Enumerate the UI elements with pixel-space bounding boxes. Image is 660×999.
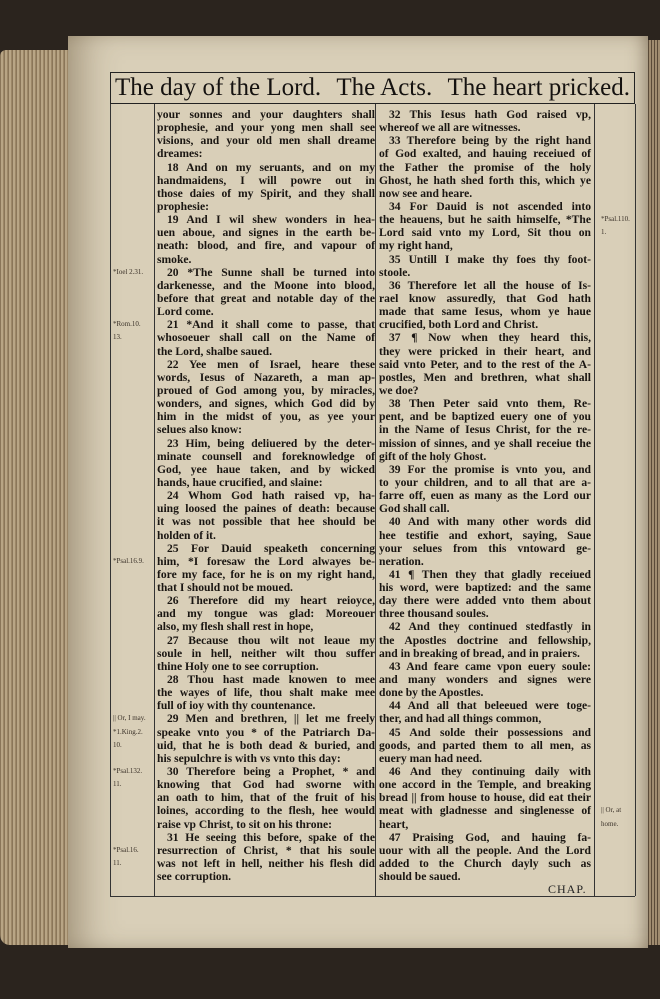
- line-text: done by the Apostles.: [379, 686, 484, 700]
- line-text: those daies of my Spirit, and they shall: [157, 186, 375, 200]
- line-text: knowing that God had sworne with: [157, 778, 375, 792]
- text-line: [379, 292, 591, 305]
- line-text: one accord in the Temple, and breaking: [379, 778, 591, 792]
- line-text: ther, and had all things common,: [379, 712, 542, 726]
- line-text: should be saued.: [379, 870, 461, 884]
- line-text: postles, Men and brethren, what shall: [379, 370, 591, 384]
- text-line: [379, 108, 591, 121]
- line-text: 46 And they continuing daily with: [389, 765, 591, 779]
- line-text: raise vp Christ, to sit on his throne:: [157, 817, 332, 831]
- line-text: day there were added vnto them about: [379, 594, 591, 608]
- line-text: 35 Untill I make thy foes thy foot-: [389, 252, 591, 266]
- margin-note: 13.: [113, 333, 122, 342]
- text-line: [379, 581, 591, 594]
- line-text: the Father the promise of the holy: [379, 160, 591, 174]
- text-line: [379, 804, 622, 818]
- text-line: [157, 108, 375, 121]
- line-text: God shall call.: [379, 502, 450, 516]
- line-text: 26 Therefore did my heart reioyce,: [167, 594, 375, 608]
- text-line: [157, 568, 375, 581]
- line-text: resurrection of Christ, * that his soule: [157, 843, 375, 857]
- catchword: CHAP.: [548, 882, 587, 896]
- text-line: [379, 647, 591, 660]
- line-text: and in breaking of bread, and in praiers.: [379, 646, 580, 660]
- text-line: [379, 200, 591, 213]
- margin-note: *Psal.132.: [113, 767, 143, 776]
- text-line: [379, 778, 591, 791]
- line-text: 42 And they continued stedfastly in: [389, 620, 591, 634]
- text-line: [157, 463, 375, 476]
- line-text: it was not possible that hee should be: [157, 515, 375, 529]
- line-text: now see and heare.: [379, 186, 473, 200]
- text-line: [379, 726, 591, 739]
- text-line: [157, 226, 375, 239]
- book-page-edges: [0, 50, 74, 945]
- text-line: [379, 752, 591, 765]
- line-text: meat with gladnesse and singlenesse of: [379, 804, 591, 818]
- line-text: 34 For Dauid is not ascended into: [389, 199, 591, 213]
- text-line: [157, 476, 375, 489]
- text-line: [379, 712, 591, 725]
- line-text: three thousand soules.: [379, 607, 489, 621]
- text-line: [157, 305, 375, 318]
- line-text: hands, haue crucified, and slaine:: [157, 475, 323, 489]
- text-line: [113, 765, 375, 779]
- text-line: [113, 265, 375, 279]
- line-text: smoke.: [157, 252, 192, 266]
- text-line: [157, 358, 375, 371]
- text-line: [157, 699, 375, 712]
- line-text: that I should not be moued.: [157, 581, 293, 595]
- text-line: [379, 213, 630, 227]
- text-line: [157, 292, 375, 305]
- text-line: [379, 239, 591, 252]
- line-text: and my tongue was glad: Moreouer: [157, 607, 375, 621]
- line-text: prophesie, and your yong men shall see: [157, 121, 375, 135]
- column-divider: [375, 104, 376, 896]
- line-text: stoole.: [379, 265, 411, 279]
- text-line: [379, 844, 591, 857]
- text-line: [379, 187, 591, 200]
- line-text: added to the Church dayly such as: [379, 857, 591, 871]
- line-text: 25 For Dauid speaketh concerning: [167, 541, 375, 555]
- line-text: was not left in hell, neither his flesh did: [157, 857, 375, 871]
- line-text: 39 For the promise is vnto you, and: [389, 462, 591, 476]
- right-column-rule: [594, 104, 595, 896]
- line-text: darkenesse, and the Moone into blood,: [157, 278, 375, 292]
- line-text: 19 And I wil shew wonders in hea-: [167, 213, 375, 227]
- text-line: [157, 161, 375, 174]
- left-column-rule: [154, 104, 155, 896]
- margin-note: 10.: [113, 740, 122, 749]
- line-text: full of ioy with thy countenance.: [157, 699, 316, 713]
- line-text: 21 *And it shall come to passe, that: [167, 318, 375, 332]
- line-text: uen aboue, and signes in the earth be-: [157, 226, 375, 240]
- text-line: [379, 147, 591, 160]
- line-text: visions, and your old men shall dreame: [157, 134, 375, 148]
- line-text: thine Holy one to see corruption.: [157, 659, 319, 673]
- line-text: 47 Praising God, and hauing fa-: [389, 830, 591, 844]
- line-text: bread || from house to house, did eat their: [379, 791, 591, 805]
- text-line: [379, 857, 591, 870]
- text-line: [157, 384, 375, 397]
- line-text: Lord come.: [157, 305, 214, 319]
- text-line: [379, 397, 591, 410]
- text-line: [113, 554, 375, 568]
- text-line: [113, 857, 375, 871]
- text-line: [157, 804, 375, 817]
- line-text: 32 This Iesus hath God raised vp,: [389, 108, 591, 121]
- text-line: [379, 660, 591, 673]
- line-text: words, Iesus of Nazareth, a man ap-: [157, 370, 375, 384]
- margin-note: *Psal.16.: [113, 845, 139, 854]
- line-text: in the Name of Iesus Christ, for the re-: [379, 423, 591, 437]
- line-text: 29 Men and brethren, || let me freely: [167, 712, 375, 726]
- text-line: [157, 502, 375, 515]
- line-text: his word, were baptized: and the same: [379, 581, 591, 595]
- margin-note: 1.: [601, 228, 607, 237]
- line-text: God, yee haue taken, and by wicked: [157, 462, 375, 476]
- margin-note: 11.: [113, 780, 122, 789]
- line-text: goods, and parted them to all men, as: [379, 738, 591, 752]
- line-text: 27 Because thou wilt not leaue my: [167, 633, 375, 647]
- text-line: [157, 279, 375, 292]
- line-text: gift of the holy Ghost.: [379, 449, 487, 463]
- text-line: [157, 200, 375, 213]
- line-text: 43 And feare came vpon euery soule:: [389, 659, 591, 673]
- line-text: your sonnes and your daughters shall: [157, 108, 375, 121]
- text-line: [379, 515, 591, 528]
- line-text: 28 Thou hast made knowen to mee: [167, 673, 375, 687]
- line-text: neration.: [379, 554, 424, 568]
- line-text: my right hand,: [379, 239, 453, 253]
- text-line: [157, 634, 375, 647]
- running-header: [110, 72, 635, 104]
- text-line: [379, 765, 591, 778]
- text-line: [379, 279, 591, 292]
- line-text: farre off, euen as many as the Lord our: [379, 489, 591, 503]
- text-line: [379, 529, 591, 542]
- line-text: soule in hell, neither wilt thou suffer: [157, 646, 375, 660]
- right-text-column: [379, 108, 630, 884]
- text-line: [157, 529, 375, 542]
- text-line: [157, 620, 375, 633]
- line-text: also, my flesh shall rest in hope,: [157, 620, 314, 634]
- line-text: 30 Therefore being a Prophet, * and: [167, 765, 375, 779]
- margin-note: || Or, at: [601, 806, 622, 815]
- text-line: [379, 831, 591, 844]
- text-line: [157, 134, 375, 147]
- text-line: [157, 542, 375, 555]
- line-text: said vnto Peter, and to the rest of the A-: [379, 357, 591, 371]
- text-line: [379, 463, 591, 476]
- text-line: [379, 174, 591, 187]
- line-text: euery man had need.: [379, 751, 483, 765]
- line-text: we doe?: [379, 383, 419, 397]
- text-line: [157, 673, 375, 686]
- margin-note: || Or, I may.: [113, 714, 146, 723]
- text-line: [157, 410, 375, 423]
- text-line: [157, 594, 375, 607]
- text-line: [379, 450, 591, 463]
- text-line: [157, 121, 375, 134]
- line-text: him in the midst of you, as yee your: [157, 410, 375, 424]
- line-text: prophesie:: [157, 199, 209, 213]
- line-text: Lord said vnto my Lord, Sit thou on: [379, 226, 591, 240]
- text-line: [379, 673, 591, 686]
- line-text: 40 And with many other words did: [389, 515, 591, 529]
- text-line: [113, 843, 375, 857]
- text-line: [379, 345, 591, 358]
- line-text: selues also know:: [157, 423, 243, 437]
- text-line: [379, 555, 591, 568]
- margin-note: *Rom.10.: [113, 320, 141, 329]
- line-text: 22 Yee men of Israel, heare these: [167, 357, 375, 371]
- text-line: [379, 634, 591, 647]
- text-line: [113, 318, 375, 332]
- line-text: Ghost, he hath shed forth this, which ye: [379, 173, 591, 187]
- text-line: [379, 226, 607, 240]
- text-line: [379, 817, 619, 831]
- margin-note: *1.King.2.: [113, 727, 143, 736]
- line-text: proued of God among you, by miracles,: [157, 383, 375, 397]
- text-line: [379, 686, 591, 699]
- header-left: The day of the Lord.: [115, 74, 322, 101]
- text-line: [157, 437, 375, 450]
- text-line: [157, 686, 375, 699]
- line-text: 18 And on my seruants, and on my: [167, 160, 375, 174]
- text-line: [379, 791, 591, 804]
- text-line: [113, 725, 375, 739]
- right-page-edges: [648, 40, 660, 945]
- line-text: wonders, and signes, which God did by: [157, 397, 375, 411]
- text-line: [379, 620, 591, 633]
- left-text-column: [113, 108, 375, 884]
- line-text: to your children, and to all that are a-: [379, 475, 591, 489]
- line-text: fore my face, for he is on my right hand,: [157, 567, 375, 581]
- line-text: holden of it.: [157, 528, 216, 542]
- text-line: [379, 266, 591, 279]
- text-line: [379, 305, 591, 318]
- text-line: [379, 384, 591, 397]
- line-text: uing loosed the paines of death: because: [157, 502, 375, 516]
- header-right: The heart pricked.: [447, 74, 630, 101]
- margin-note: *Ioel 2.31.: [113, 267, 144, 276]
- line-text: hee testifie and exhort, saying, Saue: [379, 528, 591, 542]
- line-text: pent, and be baptized euery one of you: [379, 410, 591, 424]
- line-text: minate counsell and foreknowledge of: [157, 449, 375, 463]
- line-text: uour with all the people. And the Lord: [379, 843, 591, 857]
- text-line: [379, 607, 591, 620]
- line-text: 41 ¶ Then they that gladly receiued: [389, 567, 591, 581]
- line-text: 36 Therefore let all the house of Is-: [389, 278, 591, 292]
- text-line: [379, 121, 591, 134]
- line-text: dreames:: [157, 147, 203, 161]
- header-center: The Acts.: [336, 74, 433, 101]
- line-text: 37 ¶ Now when they heard this,: [389, 331, 591, 345]
- text-line: [379, 410, 591, 423]
- line-text: 23 Him, being deliuered by the deter-: [167, 436, 375, 450]
- text-line: [379, 423, 591, 436]
- line-text: before that great and notable day of the: [157, 291, 375, 305]
- text-line: [379, 568, 591, 581]
- text-line: [157, 818, 375, 831]
- margin-note: home.: [601, 819, 619, 828]
- line-text: the wayes of life, thou shalt make mee: [157, 686, 375, 700]
- text-line: [157, 187, 375, 200]
- text-line: [157, 647, 375, 660]
- text-line: [157, 515, 375, 528]
- text-line: [379, 489, 591, 502]
- line-text: see corruption.: [157, 870, 232, 884]
- text-line: [157, 870, 375, 883]
- text-line: [379, 358, 591, 371]
- text-line: [157, 489, 375, 502]
- line-text: your selues from this vntoward ge-: [379, 541, 591, 555]
- line-text: rael know assuredly, that God hath: [379, 291, 591, 305]
- margin-note: *Psal.110.: [601, 215, 630, 224]
- text-line: [379, 739, 591, 752]
- text-line: [157, 752, 375, 765]
- line-text: whosoeuer shall call on the Name of: [157, 331, 375, 345]
- line-text: 38 Then Peter said vnto them, Re-: [389, 397, 591, 411]
- line-text: the heauens, but he saith himselfe, *The: [379, 213, 591, 227]
- line-text: 31 He seeing this before, spake of the: [167, 830, 375, 844]
- line-text: 44 And all that beleeued were toge-: [389, 699, 591, 713]
- text-line: [157, 450, 375, 463]
- line-text: him, *I foresaw the Lord alwayes be-: [157, 554, 375, 568]
- text-line: [379, 699, 591, 712]
- text-line: [379, 161, 591, 174]
- text-line: [157, 239, 375, 252]
- text-line: [157, 397, 375, 410]
- text-line: [157, 423, 375, 436]
- line-text: uid, that he is both dead & buried, and: [157, 738, 375, 752]
- text-line: [157, 345, 375, 358]
- line-text: the Apostles doctrine and fellowship,: [379, 633, 591, 647]
- text-line: [113, 712, 375, 726]
- line-text: 20 *The Sunne shall be turned into: [167, 265, 375, 279]
- line-text: speake vnto you * of the Patriarch Da-: [157, 725, 375, 739]
- line-text: heart,: [379, 817, 409, 831]
- text-line: [157, 660, 375, 673]
- line-text: 33 Therefore being by the right hand: [389, 134, 591, 148]
- text-line: [379, 594, 591, 607]
- text-line: [379, 253, 591, 266]
- text-line: [157, 147, 375, 160]
- text-line: [157, 791, 375, 804]
- text-line: [379, 542, 591, 555]
- text-line: [157, 581, 375, 594]
- line-text: 45 And solde their possessions and: [389, 725, 591, 739]
- text-line: [157, 253, 375, 266]
- line-text: made that same Iesus, whom ye haue: [379, 305, 591, 319]
- text-line: [379, 476, 591, 489]
- line-text: 24 Whom God hath raised vp, ha-: [167, 489, 375, 503]
- line-text: and many wonders and signes were: [379, 673, 591, 687]
- text-line: [157, 371, 375, 384]
- text-line: [113, 331, 375, 345]
- text-line: [157, 174, 375, 187]
- text-line: [157, 213, 375, 226]
- line-text: his sepulchre is with vs vnto this day:: [157, 751, 341, 765]
- line-text: neath: blood, and fire, and vapour of: [157, 239, 375, 253]
- line-text: they were pricked in their heart, and: [379, 344, 591, 358]
- left-margin-rule: [110, 104, 111, 896]
- line-text: mission of sinnes, and ye shall receiue the: [379, 436, 591, 450]
- line-text: the Lord, shalbe saued.: [157, 344, 272, 358]
- line-text: of God exalted, and hauing receiued of: [379, 147, 591, 161]
- text-line: [379, 318, 591, 331]
- line-text: loines, according to the flesh, hee would: [157, 804, 375, 818]
- margin-note: *Psal.16.9.: [113, 556, 144, 565]
- right-margin-rule: [635, 104, 636, 896]
- text-line: [157, 831, 375, 844]
- text-line: [157, 607, 375, 620]
- line-text: crucified, both Lord and Christ.: [379, 318, 539, 332]
- text-line: [113, 778, 375, 792]
- text-line: [379, 371, 591, 384]
- margin-note: 11.: [113, 859, 122, 868]
- line-text: handmaidens, I will powre out in: [157, 173, 375, 187]
- text-line: [379, 331, 591, 344]
- text-line: [379, 502, 591, 515]
- line-text: whereof we all are witnesses.: [379, 121, 521, 135]
- text-line: [113, 738, 375, 752]
- line-text: an oath to him, that of the fruit of his: [157, 791, 375, 805]
- text-line: [379, 134, 591, 147]
- text-line: [379, 437, 591, 450]
